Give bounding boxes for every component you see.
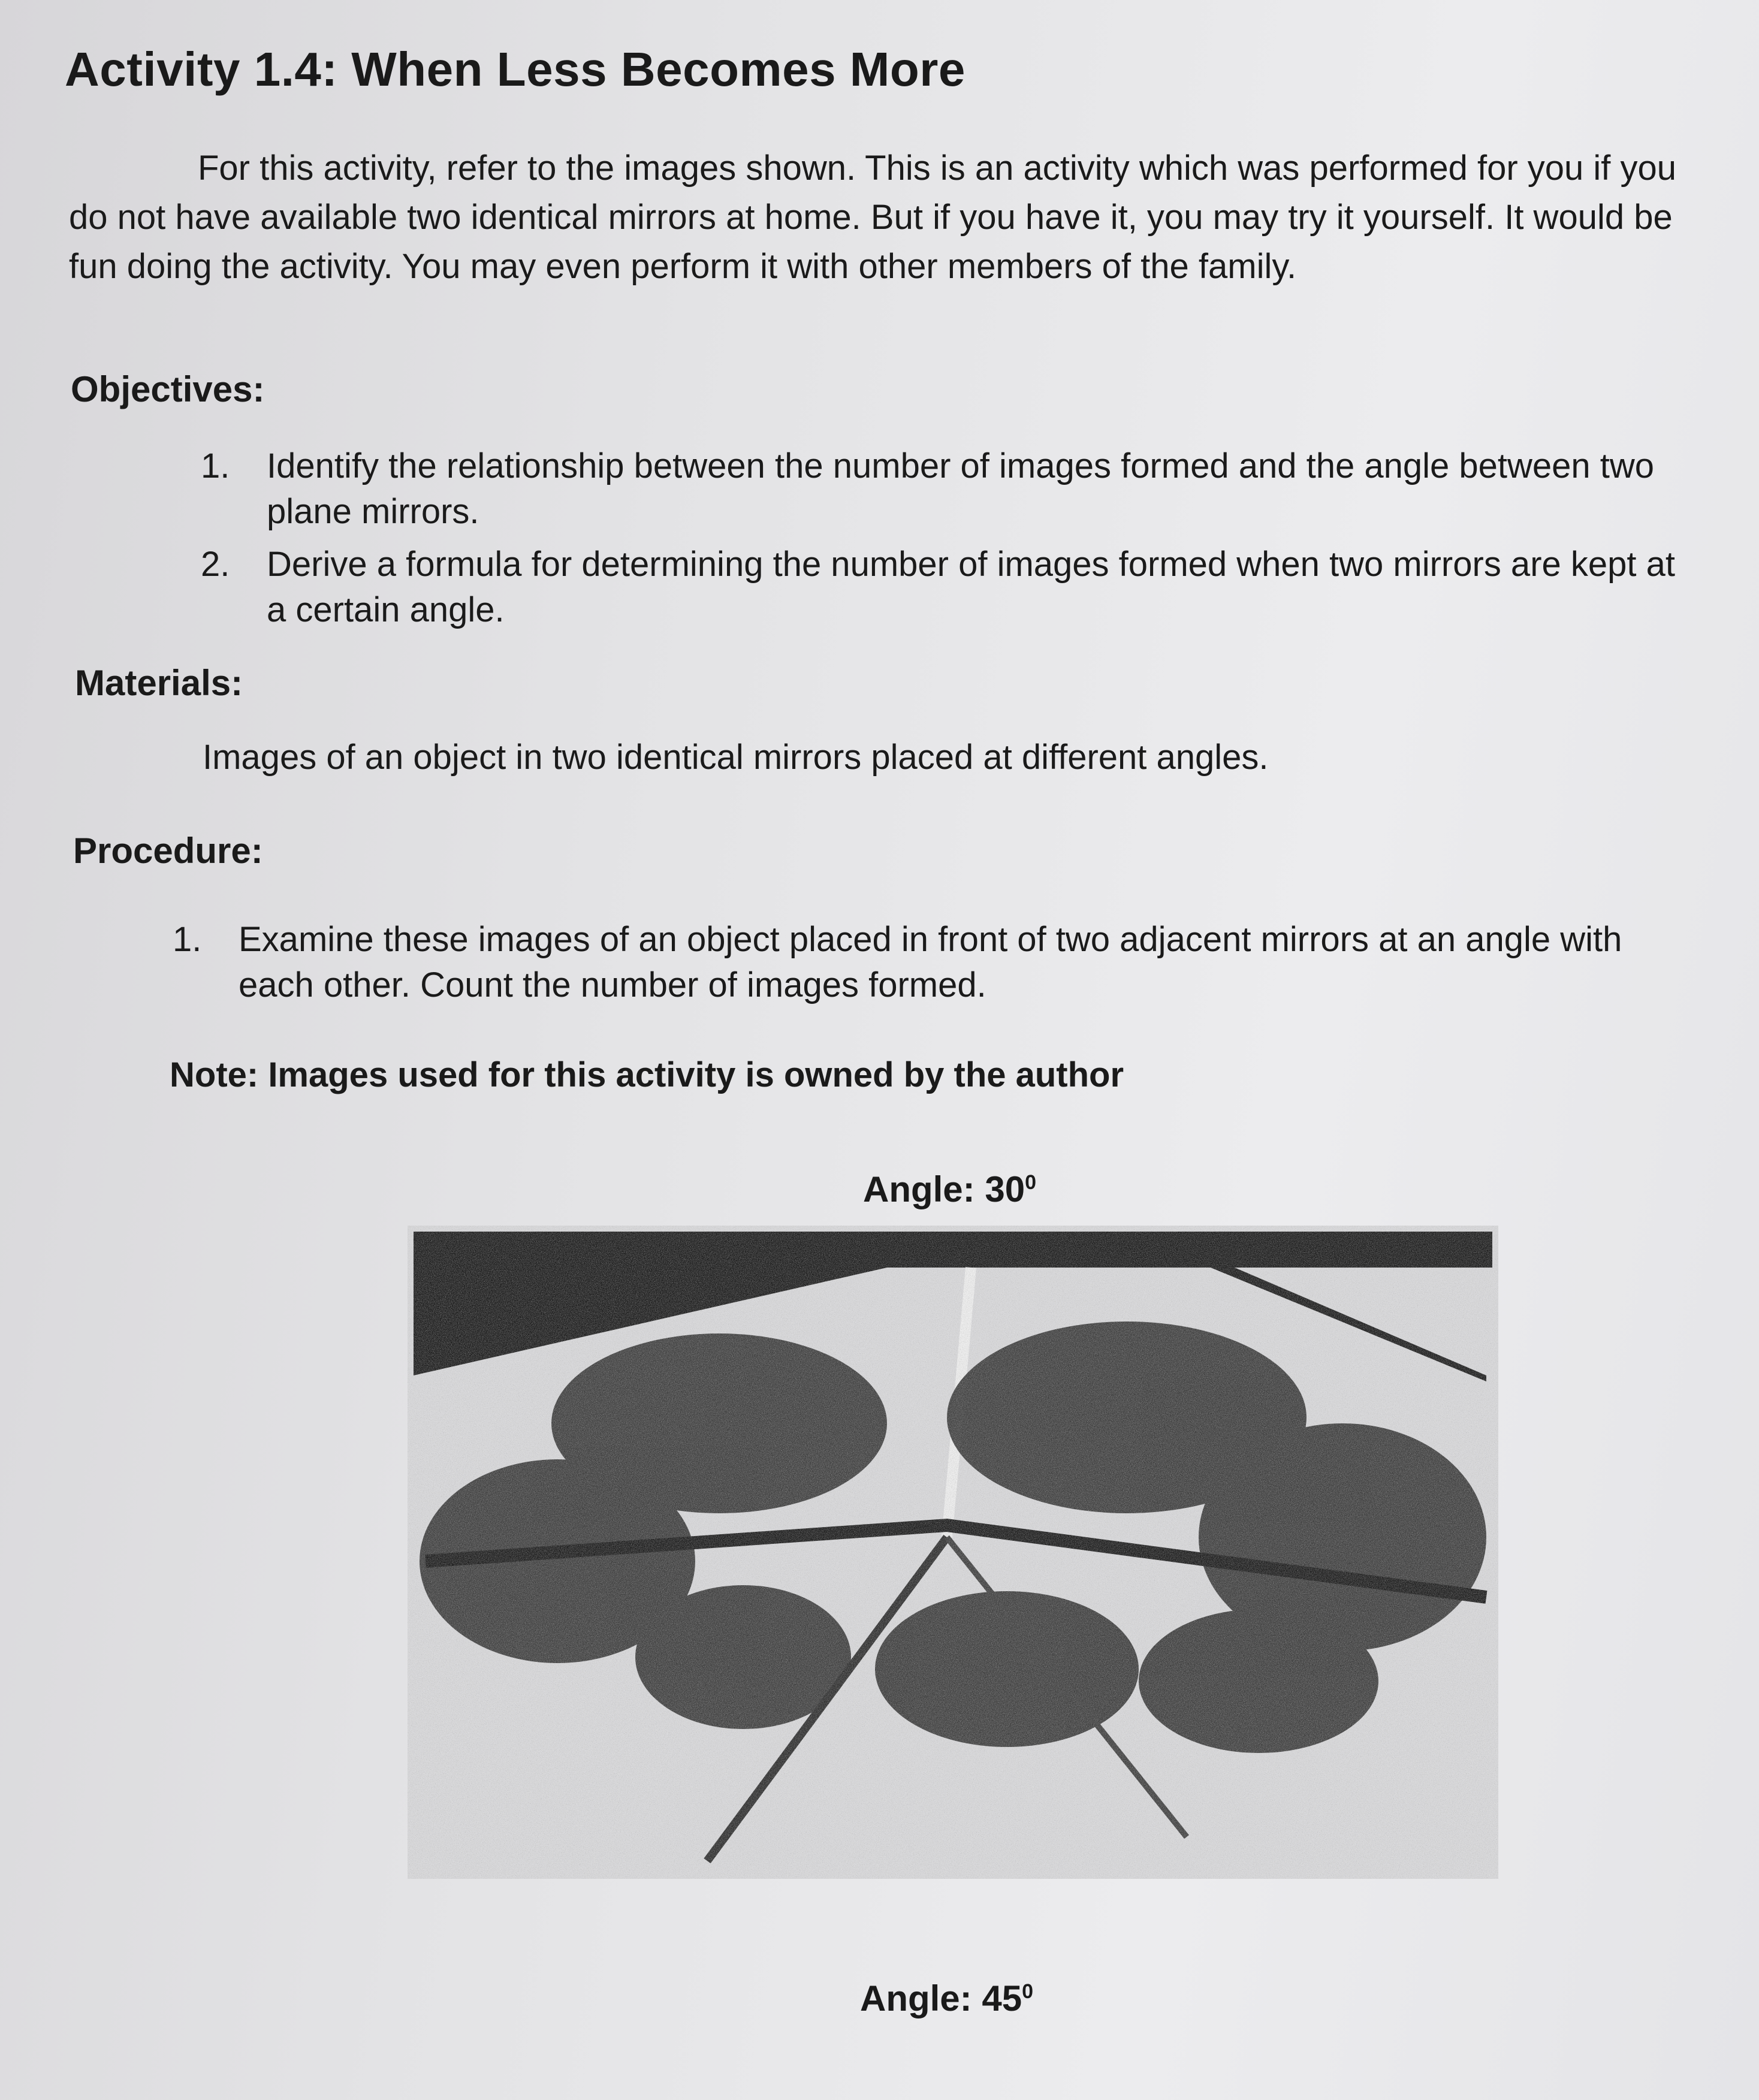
activity-title: Activity 1.4: When Less Becomes More: [65, 43, 966, 96]
objective-item: [201, 443, 1675, 535]
procedure-item: [173, 917, 1623, 1008]
figure-label-text: Angle: 45: [860, 1978, 1022, 2018]
procedure-heading: Procedure:: [73, 831, 263, 871]
author-note: Note: Images used for this activity is owned by the author: [170, 1055, 1124, 1094]
objective-number: 2.: [201, 545, 230, 584]
degree-symbol: 0: [1022, 1980, 1033, 2003]
objectives-list: [201, 443, 1675, 633]
objectives-heading: Objectives:: [71, 369, 265, 409]
procedure-text: Examine these images of an object placed in front of two adjacent mirrors at an angle with each other. Count the number of images formed.: [239, 920, 1622, 1004]
objective-item: [201, 542, 1675, 633]
objective-number: 1.: [201, 446, 230, 485]
objective-text: Identify the relationship between the number of images formed and the angle between two plane mirrors.: [267, 446, 1655, 531]
objective-text: Derive a formula for determining the number of images formed when two mirrors are kept at a certain angle.: [267, 545, 1675, 629]
materials-heading: Materials:: [75, 663, 243, 703]
procedure-list: [173, 917, 1623, 1008]
materials-text: Images of an object in two identical mirrors placed at different angles.: [203, 738, 1269, 777]
intro-paragraph: For this activity, refer to the images shown. This is an activity which was performed for you if you do not have available two identical mirrors at home. But if you have it, you may try it yourself. It would be fun doing the activity. You may even perform it with other members of the family.: [69, 149, 1677, 286]
procedure-number: 1.: [173, 920, 202, 959]
mirror-photo-30: [408, 1226, 1498, 1879]
figure-label-text: Angle: 30: [863, 1169, 1025, 1209]
degree-symbol: 0: [1025, 1171, 1036, 1194]
figure-label-45: [860, 1978, 1033, 2019]
figure-label-30: [863, 1169, 1036, 1210]
